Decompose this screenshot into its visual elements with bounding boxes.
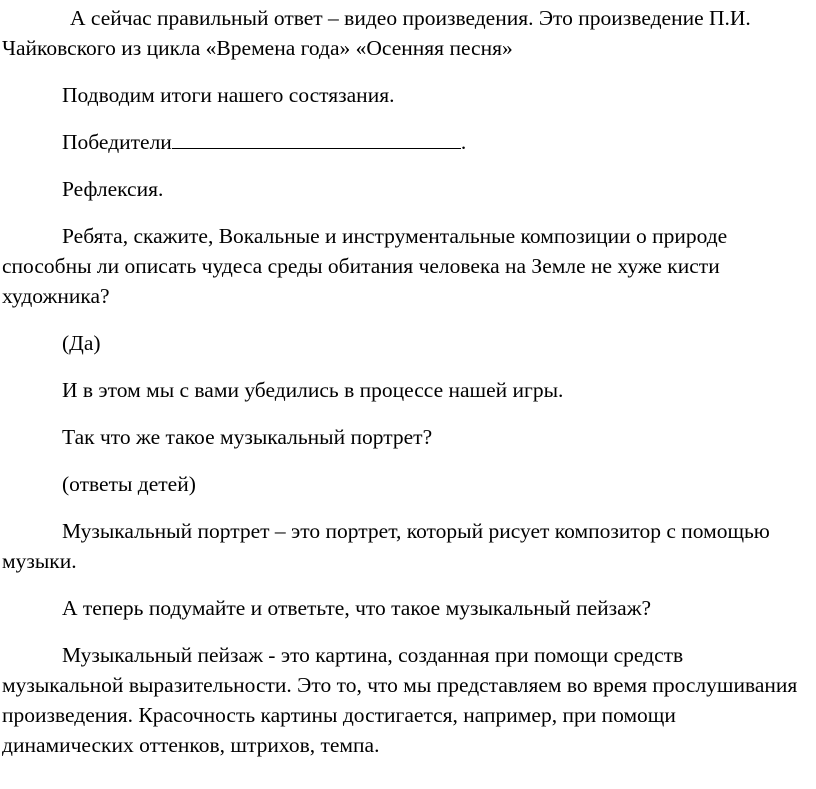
- paragraph-question-portrait: Так что же такое музыкальный портрет?: [62, 425, 433, 449]
- winners-blank-line: [172, 128, 461, 149]
- document-body: [2, 3, 802, 777]
- winners-label: Победители: [62, 130, 172, 154]
- paragraph-children-answers: (ответы детей): [62, 472, 196, 496]
- paragraph-question-nature: Ребята, скажите, Вокальные и инструментальные композиции о природе способны ли описать чудеса среды обитания человека на Земле не хуже кисти художника?: [2, 224, 728, 308]
- paragraph-landscape-definition: Музыкальный пейзаж - это картина, созданная при помощи средств музыкальной выразительности. Это то, что мы представляем во время прослушивания произведения. Красочность картины достигается, например, при помощи динамических оттенков, штрихов, темпа.: [2, 643, 798, 757]
- paragraph-question-landscape: А теперь подумайте и ответьте, что такое музыкальный пейзаж?: [62, 596, 652, 620]
- paragraph-intro: А сейчас правильный ответ – видео произведения. Это произведение П.И. Чайковского из цикла «Времена года» «Осенняя песня»: [2, 6, 751, 60]
- paragraph-winners: [2, 127, 802, 157]
- paragraph-answer-yes: (Да): [62, 331, 101, 355]
- winners-end: .: [460, 130, 467, 154]
- paragraph-summary: Подводим итоги нашего состязания.: [62, 83, 395, 107]
- paragraph-reflection: Рефлексия.: [62, 177, 164, 201]
- paragraph-portrait-definition: Музыкальный портрет – это портрет, который рисует композитор с помощью музыки.: [2, 519, 770, 573]
- paragraph-game-conclusion: И в этом мы с вами убедились в процессе нашей игры.: [62, 378, 564, 402]
